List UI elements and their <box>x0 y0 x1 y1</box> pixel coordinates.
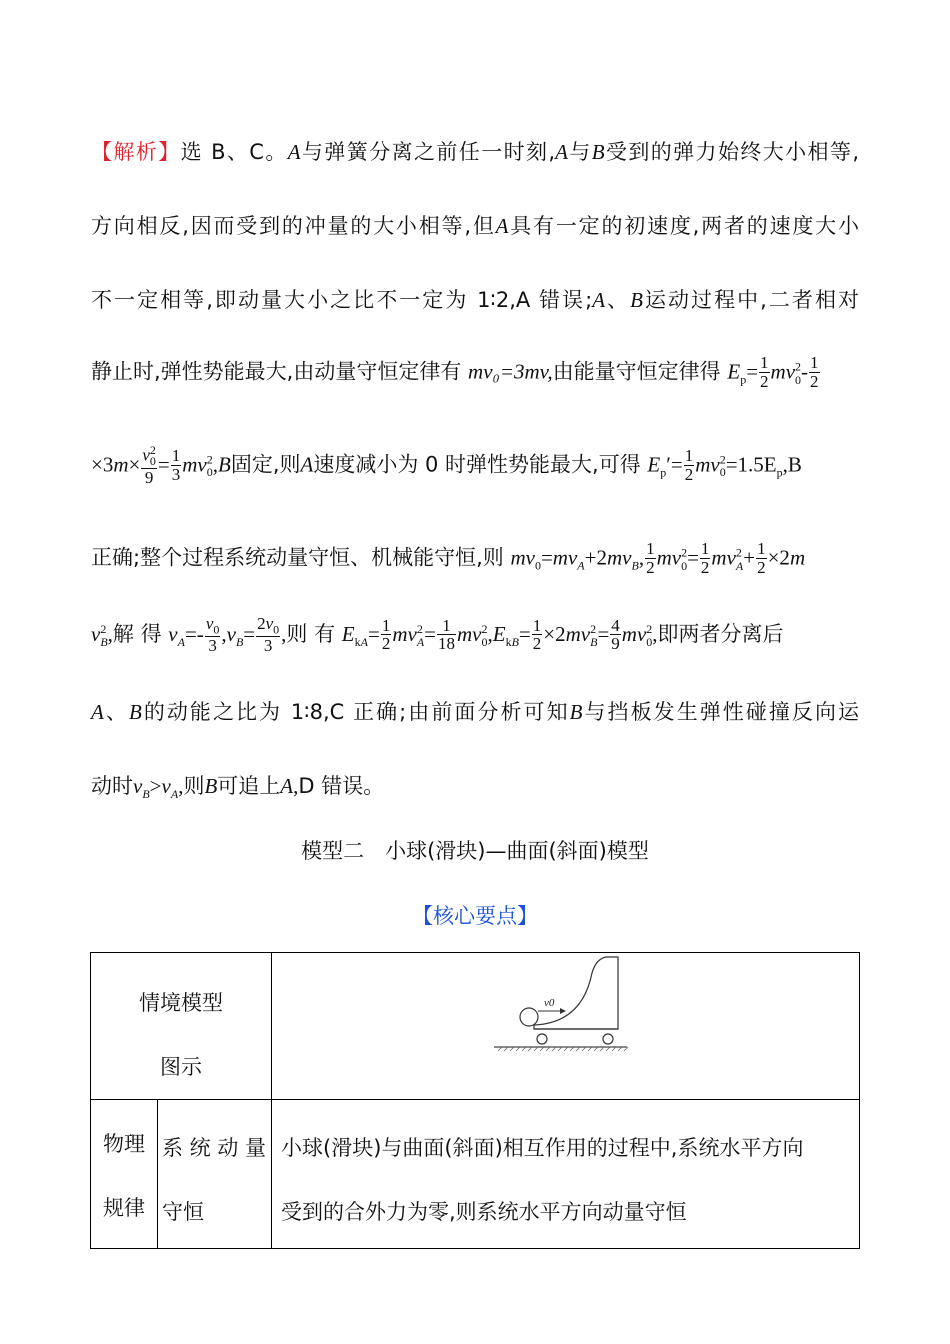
figure-label: 图示 <box>160 1055 202 1079</box>
scenario-label-cell <box>91 953 272 1100</box>
ball <box>520 1008 538 1026</box>
analysis-line-9: 动时$v_B>v_A$,则B可追上A,D 错误。 <box>91 774 385 802</box>
law-sub-cell <box>158 1100 272 1249</box>
scenario-label: 情境模型 <box>139 991 223 1015</box>
velocity-label: v0 <box>544 997 555 1009</box>
analysis-tag: 【解析】 <box>91 140 181 164</box>
momentum-equation: mv₀=3mv, <box>468 359 553 384</box>
law-text-2: 受到的合外力为零,则系统水平方向动量守恒 <box>281 1200 687 1224</box>
analysis-line-6: 正确;整个过程系统动量守恒、机械能守恒,则 $mv_0=mv_A+2mv_B$, $\frac{1}{2}$ $mv^2_0=$ $\frac{1}{2}$ $mv^2_A+$ $\frac{1}{2}$ ×2m <box>91 539 806 577</box>
wheel-right <box>603 1034 613 1044</box>
analysis-line-1: 【解析】选 B、C。A与弹簧分离之前任一时刻,A与B受到的弹力始终大小相等, <box>91 140 860 164</box>
velocity-arrowhead <box>560 1008 566 1014</box>
analysis-line-2: 方向相反,因而受到的冲量的大小相等,但A具有一定的初速度,两者的速度大小 <box>91 214 859 238</box>
wheel-left <box>537 1034 547 1044</box>
law-label-2: 规律 <box>103 1196 145 1220</box>
law-label-cell <box>91 1100 158 1249</box>
curved-block <box>534 957 618 1029</box>
law-text-1: 小球(滑块)与曲面(斜面)相互作用的过程中,系统水平方向 <box>281 1136 804 1160</box>
analysis-line-5: ×3m× $\frac{v^2_0}{9}$ = $\frac{1}{3}$ $mv^2_0,B$固定,则A速度减小为 0 时弹性势能最大,可得 $E_p'=$ $\frac{1}{2}$ $mv^2_0=1.5E_p,B$ <box>91 443 802 487</box>
analysis-line-7: $v^2_B$,解 得 $v_A=-$ $\frac{v_0}{3}$ $,v_B=$ $\frac{2v_0}{3}$ ,则 有 $E_{kA}=$ $\frac{1}{2}$ $mv^2_A=$ $\frac{1}{18}$ $mv^2_0,E_{kB}=$ $\frac{1}{2}$ $\times 2mv^2_B=$ $\frac{4}{9}$ $mv^2_0$,即两者分离后 <box>91 614 784 655</box>
analysis-line-3: 不一定相等,即动量大小之比不一定为 1∶2,A 错误;A、B运动过程中,二者相对 <box>91 288 860 312</box>
law-text-cell <box>272 1100 860 1249</box>
model-table <box>90 952 860 1249</box>
figure-cell <box>272 953 860 1100</box>
law-sub-1: 系 统 动 量 <box>162 1136 267 1160</box>
analysis-line-4: 静止时,弹性势能最大,由动量守恒定律有 mv₀=3mv,由能量守恒定律得 $E_p=$ $\frac{1}{2}$ $mv^2_0-$ $\frac{1}{2}$ <box>91 353 819 391</box>
curved-slope-figure <box>272 953 860 1087</box>
law-sub-2: 守恒 <box>162 1200 204 1224</box>
key-points-heading: 【核心要点】 <box>412 904 538 928</box>
law-label-1: 物理 <box>103 1132 145 1156</box>
figure-top-mask <box>486 953 646 957</box>
analysis-line-8: A、B的动能之比为 1∶8,C 正确;由前面分析可知B与挡板发生弹性碰撞反向运 <box>91 700 860 724</box>
model-title: 模型二 小球(滑块)—曲面(斜面)模型 <box>301 839 649 863</box>
